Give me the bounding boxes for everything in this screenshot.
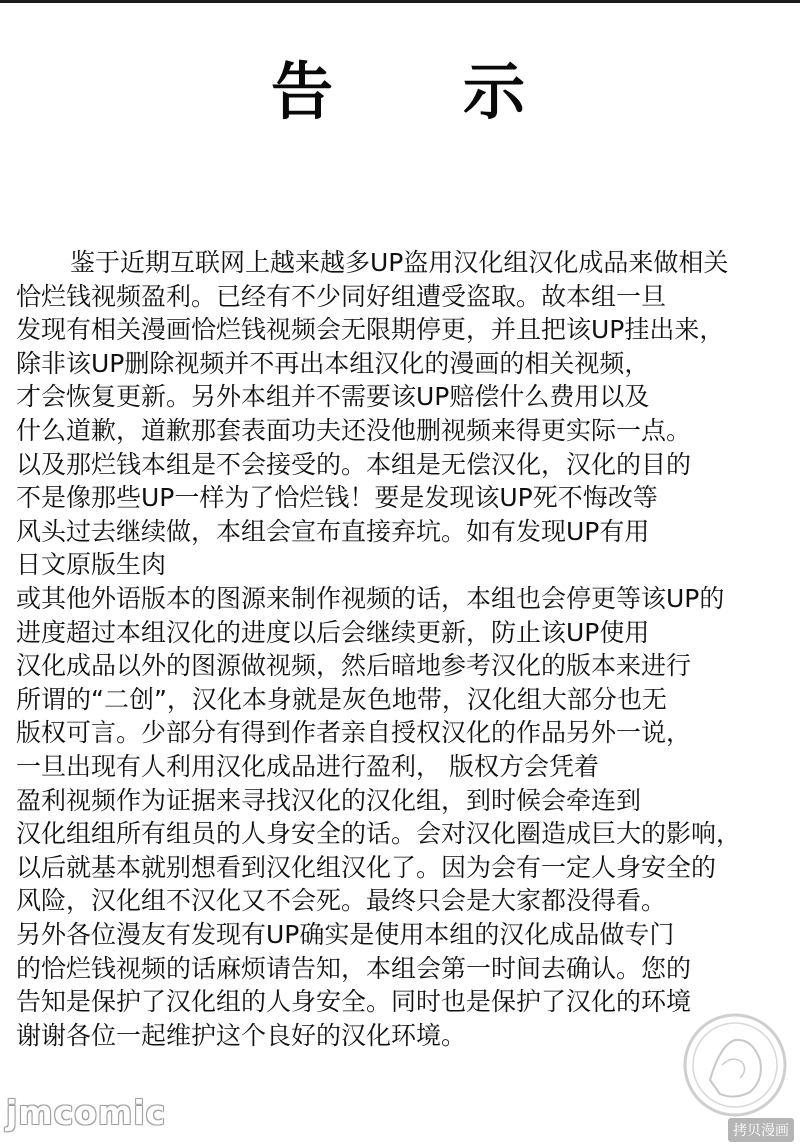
notice-line: 另外各位漫友有发现有UP确实是使用本组的汉化成品做专门: [16, 920, 675, 949]
notice-line: 汉化组组所有组员的人身安全的话。会对汉化圈造成巨大的影响，: [16, 819, 742, 849]
notice-line: 或其他外语版本的图源来制作视频的话，本组也会停更等该UP的: [16, 584, 725, 613]
notice-line: 汉化成品以外的图源做视频，然后暗地参考汉化的版本来进行: [16, 651, 692, 681]
watermark-label: 拷贝漫画: [728, 1118, 794, 1142]
notice-title: [0, 52, 800, 132]
seal-stamp-icon: [680, 1010, 790, 1120]
notice-line: 所谓的“二创”，汉化本身就是灰色地带，汉化组大部分也无: [16, 684, 667, 714]
notice-line: 恰烂钱视频盈利。已经有不少同好组遭受盗取。故本组一旦: [16, 281, 667, 311]
jmcomic-logo: jmcomic: [6, 1093, 167, 1132]
notice-line: 进度超过本组汉化的进度以后会继续更新，防止该UP使用: [16, 617, 650, 647]
notice-line: 以后就基本就别想看到汉化组汉化了。因为会有一定人身安全的: [16, 852, 717, 882]
notice-line: 版权可言。少部分有得到作者亲自授权汉化的作品另外一说，: [16, 718, 692, 748]
notice-line: 风险，汉化组不汉化又不会死。最终只会是大家都没得看。: [16, 886, 667, 916]
notice-line: 盈利视频作为证据来寻找汉化的汉化组，到时候会牵连到: [16, 785, 642, 815]
notice-line: 谢谢各位一起维护这个良好的汉化环境。: [16, 1020, 467, 1050]
notice-line: 告知是保护了汉化组的人身安全。同时也是保护了汉化的环境: [16, 987, 692, 1017]
top-edge-line: [0, 0, 800, 3]
notice-line: 不是像那些UP一样为了恰烂钱！要是发现该UP死不悔改等: [16, 483, 658, 513]
notice-line: 才会恢复更新。另外本组并不需要该UP赔偿什么费用以及: [16, 382, 650, 412]
notice-line: 以及那烂钱本组是不会接受的。本组是无偿汉化，汉化的目的: [16, 449, 692, 479]
notice-line: 的恰烂钱视频的话麻烦请告知，本组会第一时间去确认。您的: [16, 953, 692, 983]
notice-line: 发现有相关漫画恰烂钱视频会无限期停更，并且把该UP挂出来，: [16, 315, 725, 345]
notice-title-char-2: 示: [462, 55, 529, 128]
notice-line: 日文原版生肉: [16, 550, 167, 580]
notice-line: 鉴于近期互联网上越来越多UP盗用汉化组汉化成品来做相关: [70, 248, 729, 277]
notice-line: 除非该UP删除视频并不再出本组汉化的漫画的相关视频，: [16, 348, 650, 378]
notice-line: 风头过去继续做，本组会宣布直接弃坑。如有发现UP有用: [16, 516, 650, 546]
notice-title-char-1: 告: [270, 55, 337, 128]
notice-line: 一旦出现有人利用汉化成品进行盈利， 版权方会凭着: [16, 752, 599, 781]
notice-line: 什么道歉，道歉那套表面功夫还没他删视频来得更实际一点。: [16, 416, 692, 445]
